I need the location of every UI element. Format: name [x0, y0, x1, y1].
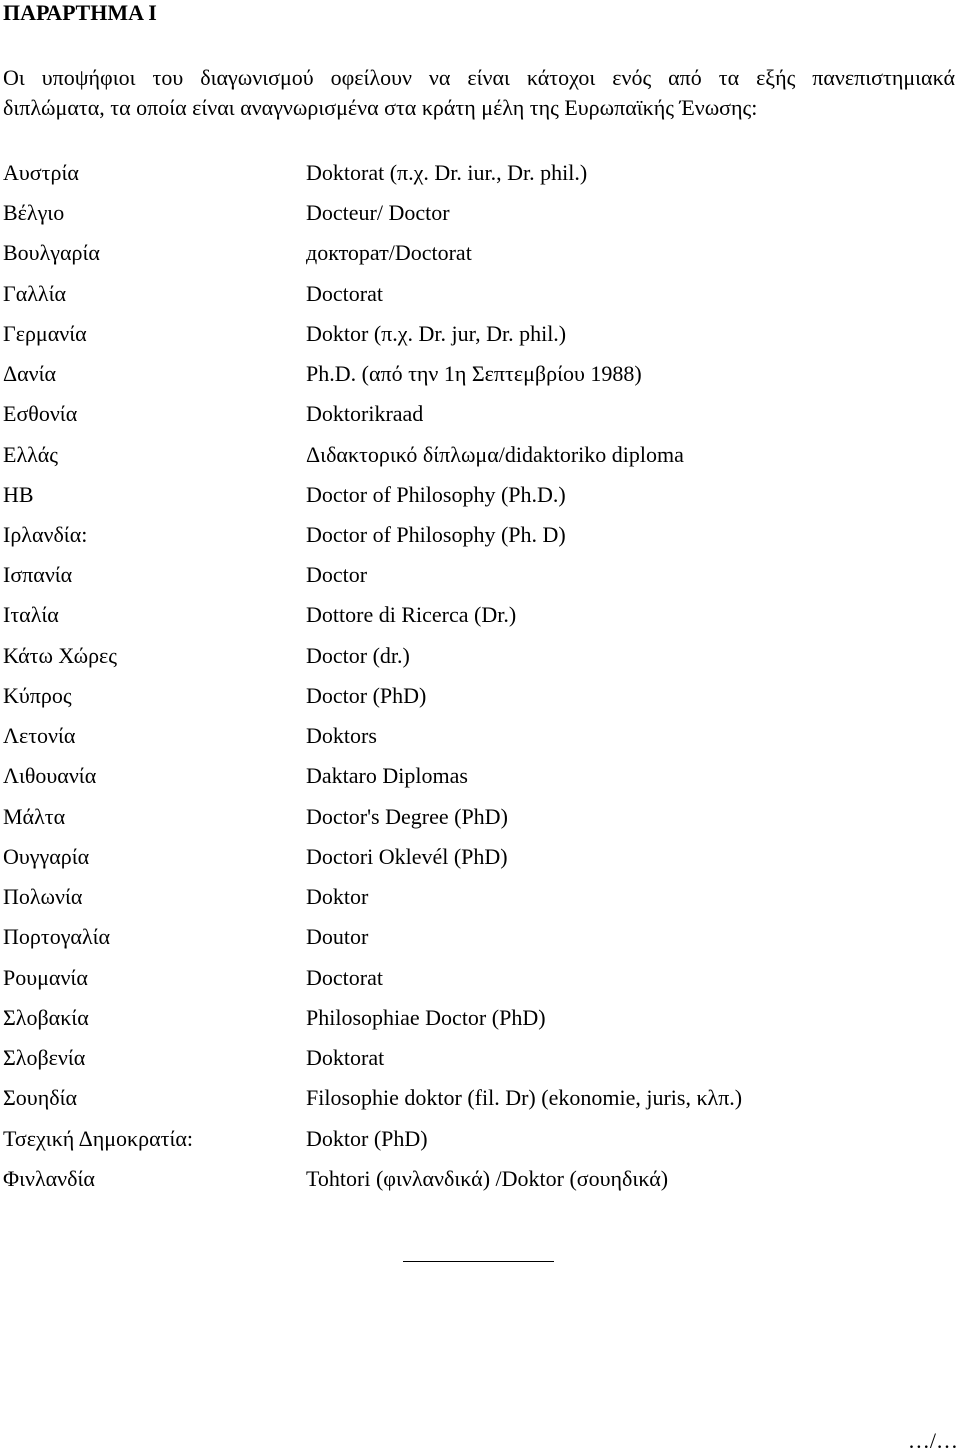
degree-title: Doktors [306, 723, 377, 749]
degree-title: Daktaro Diplomas [306, 763, 468, 789]
degree-row [0, 877, 960, 917]
degree-row [0, 354, 960, 394]
country-name: Εσθονία [3, 401, 78, 427]
degree-row [0, 797, 960, 837]
continuation-marker: …/… [907, 1428, 958, 1453]
country-name: Σουηδία [3, 1085, 78, 1111]
degree-title: Doctor of Philosophy (Ph. D) [306, 521, 566, 547]
degree-title: Dottore di Ricerca (Dr.) [306, 602, 517, 628]
degree-row [0, 837, 960, 877]
degree-row [0, 1119, 960, 1159]
degree-list [0, 153, 960, 1199]
degree-title: Doctor [306, 562, 368, 588]
country-name: Γαλλία [3, 280, 67, 306]
degree-row [0, 1078, 960, 1118]
country-name: Κάτω Χώρες [3, 642, 118, 668]
degree-row [0, 153, 960, 193]
degree-title: Docteur/ Doctor [306, 200, 450, 226]
country-name: Σλοβενία [3, 1045, 86, 1071]
degree-title: Διδακτορικό δίπλωμα/didaktoriko diploma [306, 441, 684, 467]
degree-title: Filosophie doktor (fil. Dr) (ekonomie, juris, κλπ.) [306, 1085, 743, 1111]
degree-row [0, 233, 960, 273]
degree-title: Doktorat [306, 1045, 385, 1071]
country-name: Ρουμανία [3, 964, 88, 990]
intro-line: Οι υποψήφιοι του διαγωνισμού οφείλουν να είναι κάτοχοι ενός από τα εξής πανεπιστημιακά [3, 65, 955, 90]
degree-title: Doctor's Degree (PhD) [306, 803, 508, 829]
degree-row [0, 475, 960, 515]
country-name: Μάλτα [3, 803, 66, 829]
degree-row [0, 1038, 960, 1078]
degree-row [0, 515, 960, 555]
degree-title: докторат/Doctorat [306, 240, 472, 266]
degree-row [0, 1159, 960, 1199]
degree-row [0, 435, 960, 475]
degree-title: Doctori Oklevél (PhD) [306, 843, 508, 869]
annex-title: ΠΑΡΑΡΤΗΜΑ Ι [3, 0, 157, 25]
country-name: Ιρλανδία: [3, 521, 88, 547]
country-name: Τσεχική Δημοκρατία: [3, 1125, 194, 1151]
country-name: Αυστρία [3, 159, 79, 185]
degree-row [0, 917, 960, 957]
degree-row [0, 958, 960, 998]
country-name: Κύπρος [3, 682, 72, 708]
separator-rule [403, 1261, 554, 1262]
country-name: ΗΒ [3, 481, 34, 507]
country-name: Βέλγιο [3, 200, 65, 226]
country-name: Δανία [3, 361, 57, 387]
degree-row [0, 716, 960, 756]
degree-row [0, 555, 960, 595]
degree-title: Doutor [306, 924, 369, 950]
degree-title: Doktor (PhD) [306, 1125, 428, 1151]
country-name: Γερμανία [3, 320, 87, 346]
degree-title: Doctorat [306, 964, 383, 990]
degree-row [0, 636, 960, 676]
degree-row [0, 314, 960, 354]
degree-title: Doctorat [306, 280, 383, 306]
degree-title: Doctor of Philosophy (Ph.D.) [306, 481, 566, 507]
degree-title: Doktor (π.χ. Dr. jur, Dr. phil.) [306, 320, 567, 346]
country-name: Ουγγαρία [3, 843, 90, 869]
degree-row [0, 394, 960, 434]
degree-row [0, 756, 960, 796]
country-name: Ιταλία [3, 602, 59, 628]
degree-title: Philosophiae Doctor (PhD) [306, 1004, 546, 1030]
degree-title: Doktor [306, 884, 369, 910]
degree-row [0, 193, 960, 233]
degree-row [0, 998, 960, 1038]
degree-title: Ph.D. (από την 1η Σεπτεμβρίου 1988) [306, 361, 642, 387]
country-name: Βουλγαρία [3, 240, 100, 266]
degree-title: Doktorat (π.χ. Dr. iur., Dr. phil.) [306, 159, 588, 185]
country-name: Φινλανδία [3, 1165, 95, 1191]
degree-title: Doctor (dr.) [306, 642, 410, 668]
country-name: Πορτογαλία [3, 924, 111, 950]
intro-line: διπλώματα, τα οποία είναι αναγνωρισμένα στα κράτη μέλη της Ευρωπαϊκής Ένωσης: [3, 95, 758, 120]
degree-row [0, 274, 960, 314]
country-name: Ισπανία [3, 562, 73, 588]
country-name: Σλοβακία [3, 1004, 89, 1030]
intro-paragraph [3, 63, 955, 123]
country-name: Λιθουανία [3, 763, 97, 789]
country-name: Λετονία [3, 723, 76, 749]
degree-title: Tohtori (φινλανδικά) /Doktor (σουηδικά) [306, 1165, 669, 1191]
degree-row [0, 676, 960, 716]
country-name: Ελλάς [3, 441, 59, 467]
country-name: Πολωνία [3, 884, 83, 910]
degree-title: Doktorikraad [306, 401, 424, 427]
degree-row [0, 595, 960, 635]
degree-title: Doctor (PhD) [306, 682, 427, 708]
